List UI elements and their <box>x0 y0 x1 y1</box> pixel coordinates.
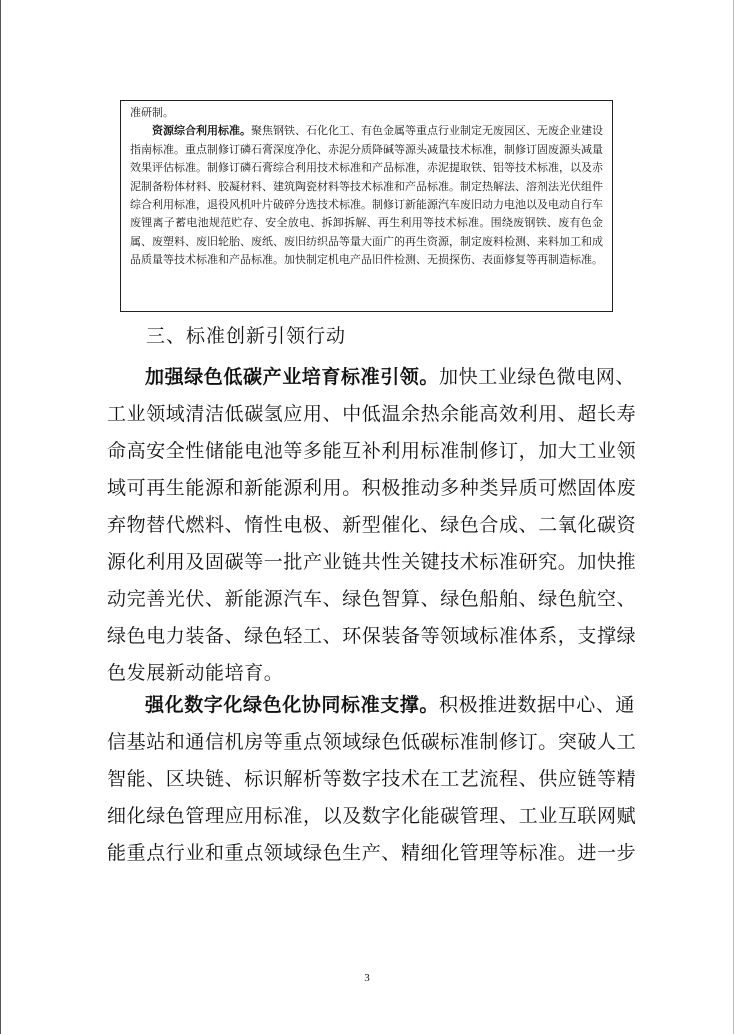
paragraph-digital-green <box>107 687 637 872</box>
paragraph-line: 细化绿色管理应用标准，以及数字化能碳管理、工业互联网赋 <box>107 805 637 827</box>
paragraph-line: 智能、区块链、标识解析等数字技术在工艺流程、供应链等精 <box>107 768 637 790</box>
paragraph-line: 源化利用及固碳等一批产业链共性关键技术标准研究。加快推 <box>107 551 637 573</box>
box-paragraph <box>130 122 603 269</box>
paragraph-line: 弃物替代燃料、惰性电极、新型催化、绿色合成、二氧化碳资 <box>107 514 637 536</box>
paragraph-line: 强化数字化绿色化协同标准支撑。积极推进数据中心、通 <box>145 694 636 716</box>
paragraph-line: 工业领域清洁低碳氢应用、中低温余热余能高效利用、超长寿 <box>107 403 637 425</box>
paragraph-line: 信基站和通信机房等重点领域绿色低碳标准制修订。突破人工 <box>107 731 637 753</box>
page-edge-left <box>0 0 1 1034</box>
box-line-continued: 准研制。 <box>130 106 174 119</box>
paragraph-lead: 强化数字化绿色化协同标准支撑。 <box>145 694 440 716</box>
paragraph-line: 动完善光伏、新能源汽车、绿色智算、绿色船舶、绿色航空、 <box>107 588 637 610</box>
section-heading: 三、标准创新引领行动 <box>146 325 347 347</box>
paragraph-line: 域可再生能源和新能源利用。积极推动多种类异质可燃固体废 <box>107 477 637 499</box>
paragraph-line: 加强绿色低碳产业培育标准引领。加快工业绿色微电网、 <box>145 366 636 388</box>
page-number: 3 <box>364 972 370 984</box>
paragraph-line: 能重点行业和重点领域绿色生产、精细化管理等标准。进一步 <box>107 842 637 864</box>
boxed-text-panel <box>120 100 613 312</box>
paragraph-line: 绿色电力装备、绿色轻工、环保装备等领域标准体系，支撑绿 <box>107 625 637 647</box>
paragraph-lead: 加强绿色低碳产业培育标准引领。 <box>145 366 440 388</box>
paragraph-green-industry <box>107 359 637 692</box>
box-paragraph-text: 聚焦钢铁、石化化工、有色金属等重点行业制定无废园区、无废企业建设指南标准。重点制修订磷石膏深度净化、赤泥分质降碱等源头减量技术标准，制修订固废源头减量效果评估标准。制修订磷石膏综合利用技术标准和产品标准，赤泥提取铁、铝等技术标准，以及赤泥制备粉体材料、胶凝材料、建筑陶瓷材料等技术标准和产品标准。制定热解法、溶剂法光伏组件综合利用标准，退役风机叶片破碎分选技术标准。制修订新能源汽车废旧动力电池以及电动自行车废锂离子蓄电池规范贮存、安全放电、拆卸拆解、再生利用等技术标准。围绕废钢铁、废有色金属、废塑料、废旧轮胎、废纸、废旧纺织品等量大面广的再生资源，制定废料检测、来料加工和成品质量等技术标准和产品标准。加快制定机电产品旧件检测、无损探伤、表面修复等再制造标准。 <box>130 124 603 267</box>
paragraph-line: 命高安全性储能电池等多能互补利用标准制修订，加大工业领 <box>107 440 637 462</box>
paragraph-line: 色发展新动能培育。 <box>107 662 284 684</box>
box-paragraph-lead: 资源综合利用标准。 <box>152 124 251 138</box>
